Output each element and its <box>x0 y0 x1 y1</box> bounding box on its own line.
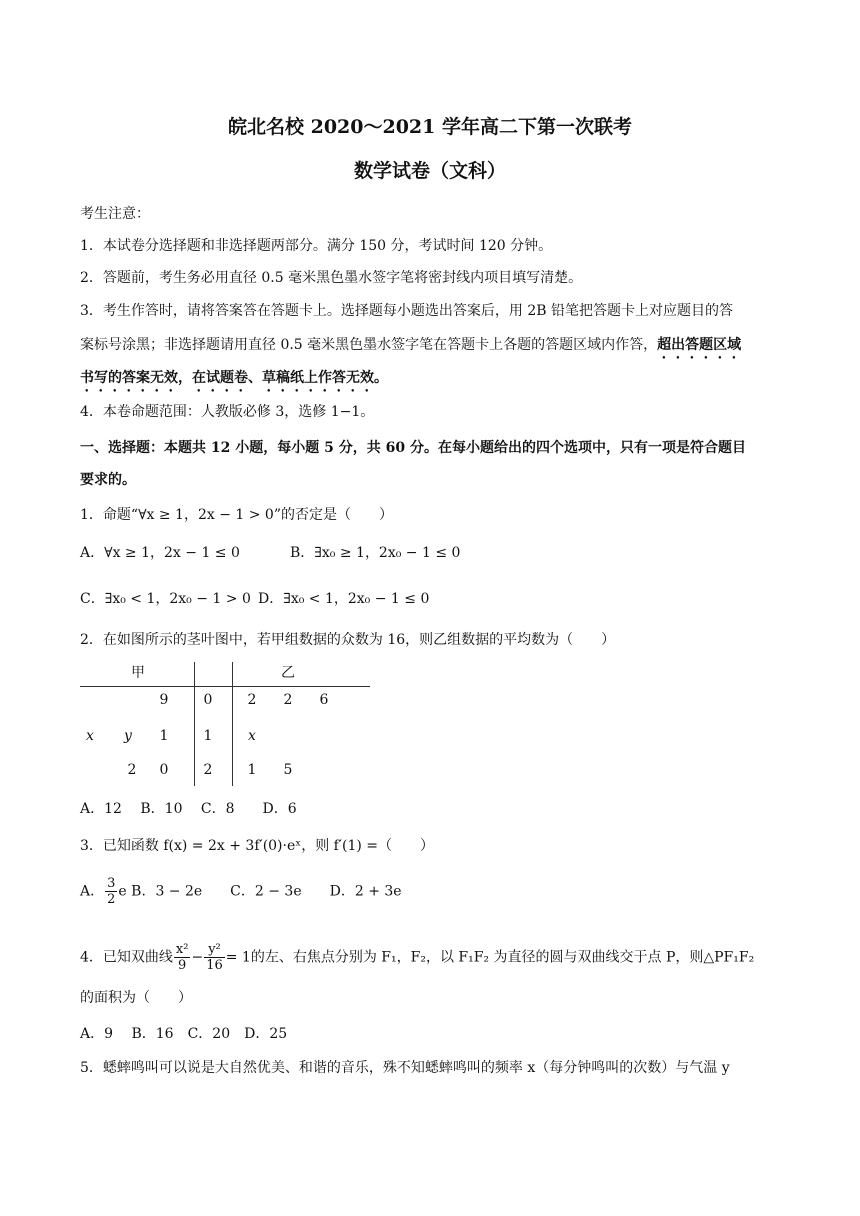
option-c-label: C． <box>80 591 105 607</box>
question-1-stem <box>80 505 393 525</box>
leaf-right: 2 <box>247 692 257 708</box>
table-header-jia: 甲 <box>131 665 145 681</box>
exam-title: 皖北名校 2020～2021 学年高二下第一次联考 <box>228 116 632 138</box>
question-2-stem: 2．在如图所示的茎叶图中，若甲组数据的众数为 16，则乙组数据的平均数为（ ） <box>80 632 616 648</box>
table-header-yi: 乙 <box>281 665 295 681</box>
question-3-mid: ，则 <box>301 838 334 854</box>
question-3-post: （ ） <box>378 838 435 854</box>
question-1-option-c <box>80 589 251 609</box>
fraction-numerator: x² <box>175 942 189 957</box>
question-1-post: ”的否定是（ ） <box>273 507 394 523</box>
option-a-text: ∀x ≥ 1，2x − 1 ≤ 0 <box>104 545 240 561</box>
leaf-left: 2 <box>127 762 137 778</box>
fraction-three-halves <box>105 876 117 907</box>
fraction-y2-over-16 <box>204 942 225 973</box>
fraction-x2-over-9 <box>174 942 191 973</box>
section-heading-line2: 要求的。 <box>80 472 136 488</box>
option-a-label: A． <box>80 545 105 561</box>
question-1-math: ∀x ≥ 1，2x − 1 > 0 <box>138 507 274 523</box>
option-a-label: A． <box>80 883 105 900</box>
question-3-target: f′(1) = <box>333 838 379 854</box>
question-4-mid: 的左、右焦点分别为 F₁，F₂，以 F₁F₂ 为直径的圆与双曲线交于点 P，则△PF₁F₂ <box>250 949 755 966</box>
question-2-options: A．12 B．10 C．8 D．6 <box>80 801 297 817</box>
leaf-right: 1 <box>247 762 257 778</box>
stem-value: 1 <box>203 728 213 744</box>
notice-emphasis-1: 超出答题区域 <box>657 337 742 353</box>
stem-value: 0 <box>203 692 213 708</box>
leaf-right: 6 <box>319 692 329 708</box>
question-3-pre: 3．已知函数 <box>80 838 164 854</box>
option-c-text: ∃x₀ < 1，2x₀ − 1 > 0 <box>104 591 251 607</box>
option-b-text: ∃x₀ ≥ 1，2x₀ − 1 ≤ 0 <box>314 545 461 561</box>
leaf-right: 5 <box>283 762 293 778</box>
stem-leaf-table <box>80 662 370 786</box>
option-b-label: B． <box>290 545 315 561</box>
notice-item-1: 1．本试卷分选择题和非选择题两部分。满分 150 分，考试时间 120 分钟。 <box>80 238 553 254</box>
leaf-right: 2 <box>283 692 293 708</box>
notice-item-3: 3．考生作答时，请将答案答在答题卡上。选择题每小题选出答案后，用 2B 铅笔把答题卡上对应题目的答 <box>80 303 734 319</box>
leaf-left: 1 <box>159 728 169 744</box>
fraction-denominator: 2 <box>107 892 116 907</box>
question-3-options <box>80 876 402 907</box>
fraction-numerator: 3 <box>107 876 116 891</box>
question-4-stem: 4．已知双曲线 $\frac{\text{x²}}{9}$ − $\frac{\text{y²}}{16}$ = 1的左、右焦点分别为 F₁，F₂，以 F₁F₂ 为直径的圆与双曲线交于点 P，则△PF₁F₂ <box>80 942 755 973</box>
leaf-right: x <box>248 728 256 744</box>
question-4-line2: 的面积为（ ） <box>80 990 192 1006</box>
table-divider-horizontal <box>80 686 370 687</box>
table-divider-left <box>194 662 195 786</box>
option-d-text: ∃x₀ < 1，2x₀ − 1 ≤ 0 <box>283 591 430 607</box>
notice-item-3-text: 案标号涂黑；非选择题请用直径 0.5 毫米黑色墨水签字笔在答题卡上各题的答题区域内作答， <box>80 337 658 353</box>
question-1-option-d <box>258 589 429 609</box>
question-3-other-options: B．3 − 2e C．2 − 3e D．2 + 3e <box>131 883 402 900</box>
question-3-function: f(x) = 2x + 3f′(0)·eˣ <box>163 838 302 854</box>
notice-item-3-cont <box>80 335 741 362</box>
table-divider-right <box>232 662 233 786</box>
stem-value: 2 <box>203 762 213 778</box>
question-1-option-a <box>80 543 240 563</box>
leaf-left: 9 <box>159 692 169 708</box>
notice-heading: 考生注意： <box>80 206 150 222</box>
exam-subtitle: 数学试卷（文科） <box>353 160 506 182</box>
leaf-left: x <box>86 728 94 744</box>
question-5-line1: 5．蟋蟀鸣叫可以说是大自然优美、和谐的音乐，殊不知蟋蟀鸣叫的频率 x（每分钟鸣叫的次数）与气温 y <box>80 1060 730 1076</box>
question-4-options: A．9 B．16 C．20 D．25 <box>80 1026 288 1042</box>
option-a-tail: e <box>118 883 127 900</box>
question-1-option-b <box>290 543 460 563</box>
leaf-left: 0 <box>159 762 169 778</box>
leaf-left: y <box>124 728 132 744</box>
question-3-stem <box>80 836 434 856</box>
question-4-pre: 4．已知双曲线 <box>80 949 173 966</box>
notice-item-4: 4．本卷命题范围：人教版必修 3，选修 1−1。 <box>80 404 375 420</box>
fraction-denominator: 9 <box>178 958 187 973</box>
question-4-equals: = 1 <box>225 949 251 966</box>
notice-item-2: 2．答题前，考生务必用直径 0.5 毫米黑色墨水签字笔将密封线内项目填写清楚。 <box>80 270 583 286</box>
fraction-numerator: y² <box>204 942 225 958</box>
fraction-denominator: 16 <box>206 958 223 973</box>
option-d-label: D． <box>258 591 284 607</box>
notice-emphasis-2: 书写的答案无效，在试题卷、草稿纸上作答无效。 <box>80 370 388 386</box>
section-heading-line1: 一、选择题：本题共 12 小题，每小题 5 分，共 60 分。在每小题给出的四个选项中，只有一项是符合题目 <box>80 440 746 456</box>
question-1-pre: 1．命题“ <box>80 507 139 523</box>
